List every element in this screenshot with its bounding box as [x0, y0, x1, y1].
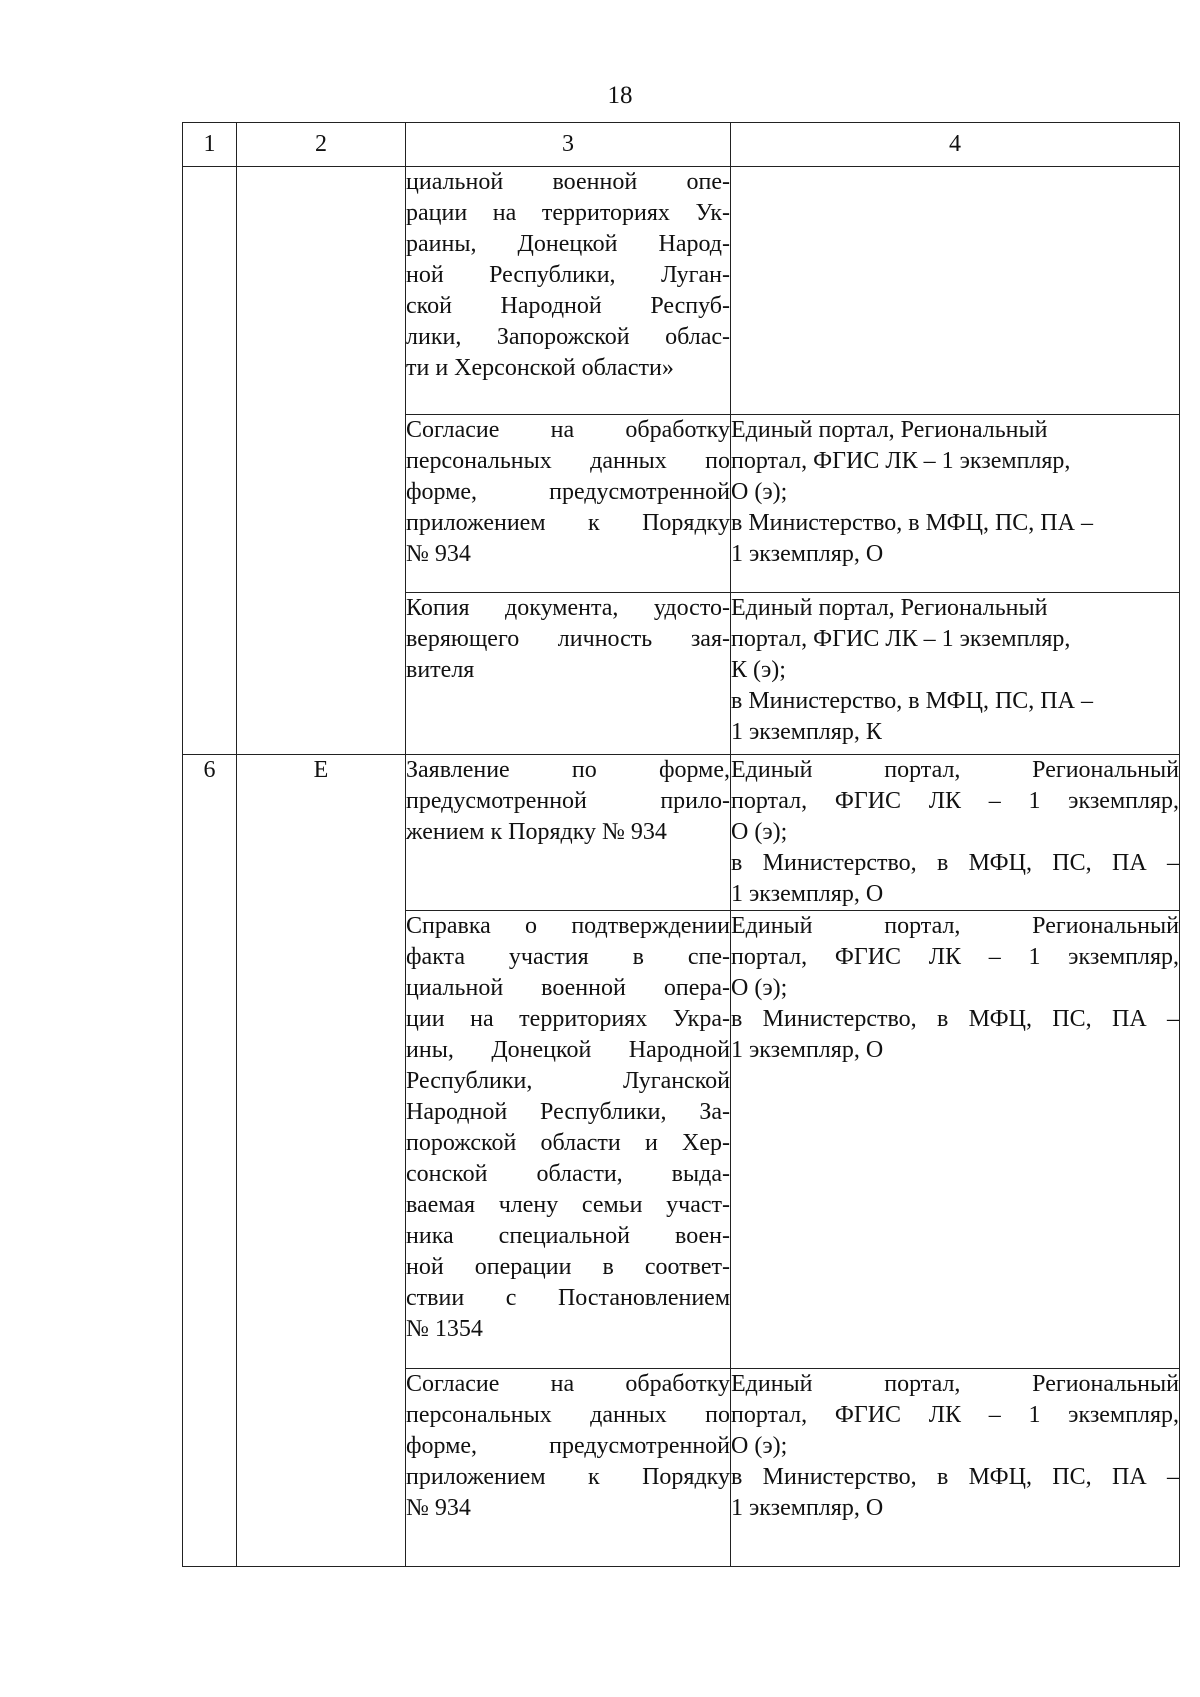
cell-col3-certificate	[406, 911, 731, 1369]
cell-col4-certificate	[731, 911, 1180, 1369]
header-col-1: 1	[183, 123, 237, 167]
text-line: лики, Запорожской облас-	[406, 324, 730, 350]
text-line: циальной военной опера-	[406, 975, 730, 1001]
text-line: Заявление по форме,	[406, 757, 730, 783]
text-line: в Министерство, в МФЦ, ПС, ПА –	[731, 688, 1093, 714]
page-number: 18	[607, 82, 633, 109]
text-line: Единый портал, Региональный	[731, 913, 1179, 939]
text-line: Копия документа, удосто-	[406, 595, 730, 621]
text-line: ции на территориях Укра-	[406, 1006, 730, 1032]
header-col-3: 3	[406, 123, 731, 167]
text-line: № 934	[406, 541, 471, 567]
text-line: О (э);	[731, 975, 788, 1001]
text-line: рации на территориях Ук-	[406, 200, 730, 226]
cell-col4-consent	[731, 415, 1180, 593]
text-line: персональных данных по	[406, 1402, 730, 1428]
text-line: 1 экземпляр, О	[731, 881, 884, 907]
text-line: ника специальной воен-	[406, 1223, 730, 1249]
text-line: Народной Республики, За-	[406, 1099, 730, 1125]
text-line: О (э);	[731, 819, 788, 845]
text-line: 1 экземпляр, К	[731, 719, 882, 745]
cell-col3-id-copy	[406, 593, 731, 755]
cell-col1-group6: 6	[183, 755, 237, 1567]
text-line: К (э);	[731, 657, 786, 683]
text-line: форме, предусмотренной	[406, 1433, 730, 1459]
cell-col4-application	[731, 755, 1180, 911]
text-line: жением к Порядку № 934	[406, 819, 667, 845]
text-line: ваемая члену семьи участ-	[406, 1192, 730, 1218]
text-line: факта участия в спе-	[406, 944, 730, 970]
text-line: Справка о подтверждении	[406, 913, 730, 939]
text-line: портал, ФГИС ЛК – 1 экземпляр,	[731, 788, 1179, 814]
cell-col4-consent-2	[731, 1369, 1180, 1567]
text-line: О (э);	[731, 1433, 788, 1459]
text-line: ской Народной Респуб-	[406, 293, 730, 319]
table-header-row	[183, 123, 1180, 167]
text-line: веряющего личность зая-	[406, 626, 730, 652]
cell-col4-id-copy	[731, 593, 1180, 755]
text-line: портал, ФГИС ЛК – 1 экземпляр,	[731, 1402, 1179, 1428]
text-line: Республики, Луганской	[406, 1068, 730, 1094]
text-line: Согласие на обработку	[406, 417, 730, 443]
text-line: 1 экземпляр, О	[731, 541, 884, 567]
text-line: предусмотренной прило-	[406, 788, 730, 814]
text-line: раины, Донецкой Народ-	[406, 231, 730, 257]
text-line: О (э);	[731, 479, 788, 505]
text-line: ти и Херсонской области»	[406, 355, 674, 381]
text-line: Единый портал, Региональный	[731, 1371, 1179, 1397]
text-line: ствии с Постановлением	[406, 1285, 730, 1311]
text-line: Единый портал, Региональный	[731, 757, 1179, 783]
text-line: в Министерство, в МФЦ, ПС, ПА –	[731, 1464, 1179, 1490]
text-line: в Министерство, в МФЦ, ПС, ПА –	[731, 510, 1093, 536]
cell-col3-application	[406, 755, 731, 911]
text-line: № 934	[406, 1495, 471, 1521]
text-line: в Министерство, в МФЦ, ПС, ПА –	[731, 1006, 1179, 1032]
text-line: порожской области и Хер-	[406, 1130, 730, 1156]
table-row-continuation	[183, 167, 1180, 415]
text-line: вителя	[406, 657, 475, 683]
text-line: № 1354	[406, 1316, 483, 1342]
text-line: 1 экземпляр, О	[731, 1037, 884, 1063]
text-line: персональных данных по	[406, 448, 730, 474]
text-line: портал, ФГИС ЛК – 1 экземпляр,	[731, 626, 1071, 652]
cell-col1-group5	[183, 167, 237, 755]
cell-col4-continuation	[731, 167, 1180, 415]
text-line: в Министерство, в МФЦ, ПС, ПА –	[731, 850, 1179, 876]
text-line: сонской области, выда-	[406, 1161, 730, 1187]
text-line: Единый портал, Региональный	[731, 595, 1048, 621]
text-line: портал, ФГИС ЛК – 1 экземпляр,	[731, 944, 1179, 970]
text-line: Согласие на обработку	[406, 1371, 730, 1397]
text-line: приложением к Порядку	[406, 510, 730, 536]
cell-col3-continuation	[406, 167, 731, 415]
text-line: Единый портал, Региональный	[731, 417, 1048, 443]
text-line: циальной военной опе-	[406, 169, 730, 195]
cell-col2-group6: Е	[237, 755, 406, 1567]
text-line: приложением к Порядку	[406, 1464, 730, 1490]
text-line: портал, ФГИС ЛК – 1 экземпляр,	[731, 448, 1071, 474]
text-line: форме, предусмотренной	[406, 479, 730, 505]
cell-col3-consent-2	[406, 1369, 731, 1567]
text-line: ины, Донецкой Народной	[406, 1037, 730, 1063]
text-line: 1 экземпляр, О	[731, 1495, 884, 1521]
text-line: ной операции в соответ-	[406, 1254, 730, 1280]
text-line: ной Республики, Луган-	[406, 262, 730, 288]
table-row	[183, 755, 1180, 911]
header-col-2: 2	[237, 123, 406, 167]
cell-col3-consent	[406, 415, 731, 593]
header-col-4: 4	[731, 123, 1180, 167]
documents-table	[182, 122, 1180, 1567]
cell-col2-group5	[237, 167, 406, 755]
